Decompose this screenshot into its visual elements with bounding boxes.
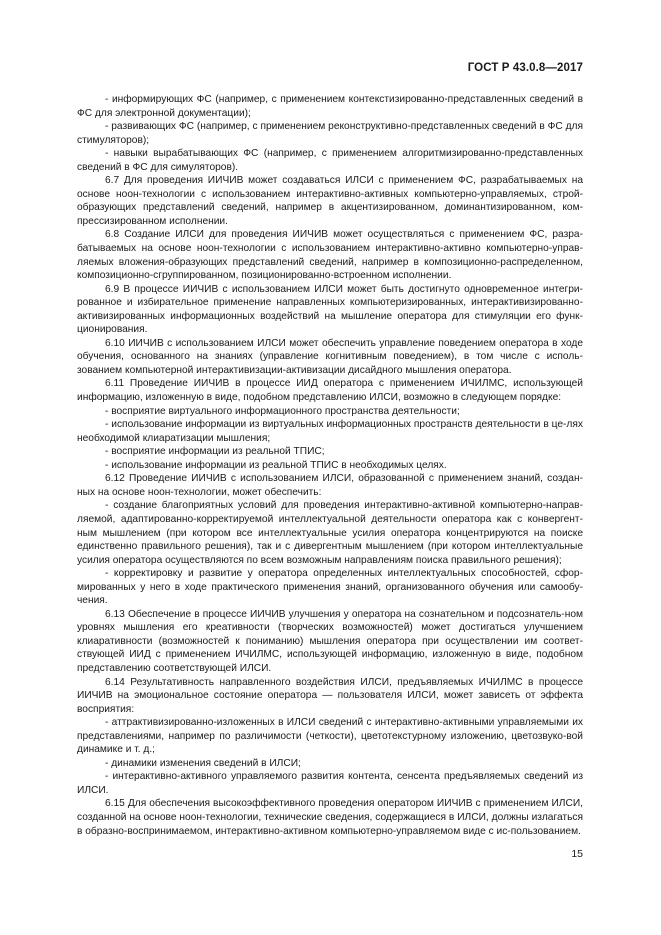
clause-6-14: 6.14 Результативность направленного воздействия ИЛСИ, предъявляемых ИЧИЛМС в процессе ИИЧИВ на эмоциональное состояние оператора — пользователя ИЛСИ, может зависеть от эффекта восприятия: (77, 676, 583, 715)
list-item: - использование информации из реальной ТПИС в необходимых целях. (105, 459, 447, 471)
list-item: - интерактивно-активного управляемого развития контента, сенсента предъявляемых сведений из ИЛСИ. (77, 771, 583, 796)
list-item: - навыки вырабатывающих ФС (например, с применением алгоритмизированно-представленных сведений в ФС для симуляторов). (77, 148, 583, 173)
list-item: - использование информации из виртуальных информационных пространств деятельности в це-лях необходимой клиаратизации мышления; (77, 419, 583, 444)
list-item: - информирующих ФС (например, с применением контекстизированно-представленных сведений в ФС для электронной документации); (77, 94, 583, 119)
clause-6-13: 6.13 Обеспечение в процессе ИИЧИВ улучшения у оператора на сознательном и подсознатель-ном уровнях мышления его креативности (творческих возможностей) может достигаться улучшением клиаративности (возможностей к пониманию) мышления оператора при осуществлении им соответ-ствующей ИИД с применением ИЧИЛМС, использующей информацию, изложенную в виде, подобном представлению соответствующей ИЛСИ. (77, 608, 583, 674)
list-item: - динамики изменения сведений в ИЛСИ; (105, 757, 301, 769)
clause-6-15: 6.15 Для обеспечения высокоэффективного проведения оператором ИИЧИВ с применением ИЛСИ, созданной на основе ноон-технологии, технические сведения, содержащиеся в ИЛСИ, должны излагаться в образно-воспринимаемом, интерактивно-активном компьютерно-управляемом виде с ис-пользованием. (77, 798, 583, 837)
page-number: 15 (571, 848, 583, 860)
clause-6-7: 6.7 Для проведения ИИЧИВ может создаваться ИЛСИ с применением ФС, разрабатываемых на основе ноон-технологии с использованием интерактивно-активных компьютерно-управляемых, строй-образующих представлений сведений, например в акцентизированном, доминантизированном, ком-прессизированном исполнении. (77, 175, 583, 227)
clause-6-11: 6.11 Проведение ИИЧИВ в процессе ИИД оператора с применением ИЧИЛМС, использующей информацию, изложенную в виде, подобном представлению ИЛСИ, возможно в следующем порядке: (77, 378, 583, 404)
standard-header: ГОСТ Р 43.0.8—2017 (467, 62, 583, 74)
clause-6-8: 6.8 Создание ИЛСИ для проведения ИИЧИВ может осуществляться с применением ФС, разра-батываемых на основе ноон-технологии с использованием интерактивно-активно компьютерно-управ-ляемых вложения-образующих представлений сведений, например в композиционно-распределенном, композиционно-сгруппированном, позиционированно-встроенном исполнении. (77, 229, 583, 282)
list-item: - восприятие информации из реальной ТПИС; (105, 446, 325, 458)
clause-6-12: 6.12 Проведение ИИЧИВ с использованием ИЛСИ, образованной с применением знаний, создан-ных на основе ноон-технологии, может обеспечить: (77, 473, 583, 498)
list-item: - корректировку и развитие у оператора определенных интеллектуальных способностей, сфор-мированных у него в ходе практического применения знаний, организованного обучения или самообу-чения. (77, 568, 583, 607)
list-item: - восприятие виртуального информационного пространства деятельности; (105, 405, 460, 417)
document-body (77, 93, 583, 838)
list-item: - развивающих ФС (например, с применением реконструктивно-представленных сведений в ФС для стимуляторов); (77, 121, 583, 146)
clause-6-10: 6.10 ИИЧИВ с использованием ИЛСИ может обеспечить управление поведением оператора в ходе обучения, основанного на знаниях (управление когнитивным поведением), в том числе с исполь-зованием компьютерной интерактивизации-активизации дисайдного мышления оператора. (77, 337, 583, 376)
list-item: - аттрактивизированно-изложенных в ИЛСИ сведений с интерактивно-активными управляемыми их представлениями, например по различимости (четкости), цветотекстурному изложению, цветозвуко-вой динамике и т. д.; (77, 717, 583, 756)
clause-6-9: 6.9 В процессе ИИЧИВ с использованием ИЛСИ может быть достигнуто одновременное интегри-рованное и избирательное применение направленных компьютеризированных, интерактивизированно-активизированных информационных воздействий на мышление оператора для стимуляции его функ-ционирования. (77, 283, 583, 336)
list-item: - создание благоприятных условий для проведения интерактивно-активной компьютерно-направ-ляемой, адаптированно-корректируемой интеллектуальной деятельности оператора как с конвергент-ным мышлением (при котором все интеллектуальные усилия оператора концентрируются на поиске единственно правильного решения), так и с дивергентным мышлением (при котором интеллектуальные усилия оператора осуществляются по всем возможным направлениям поиска правильного решения); (77, 500, 583, 566)
